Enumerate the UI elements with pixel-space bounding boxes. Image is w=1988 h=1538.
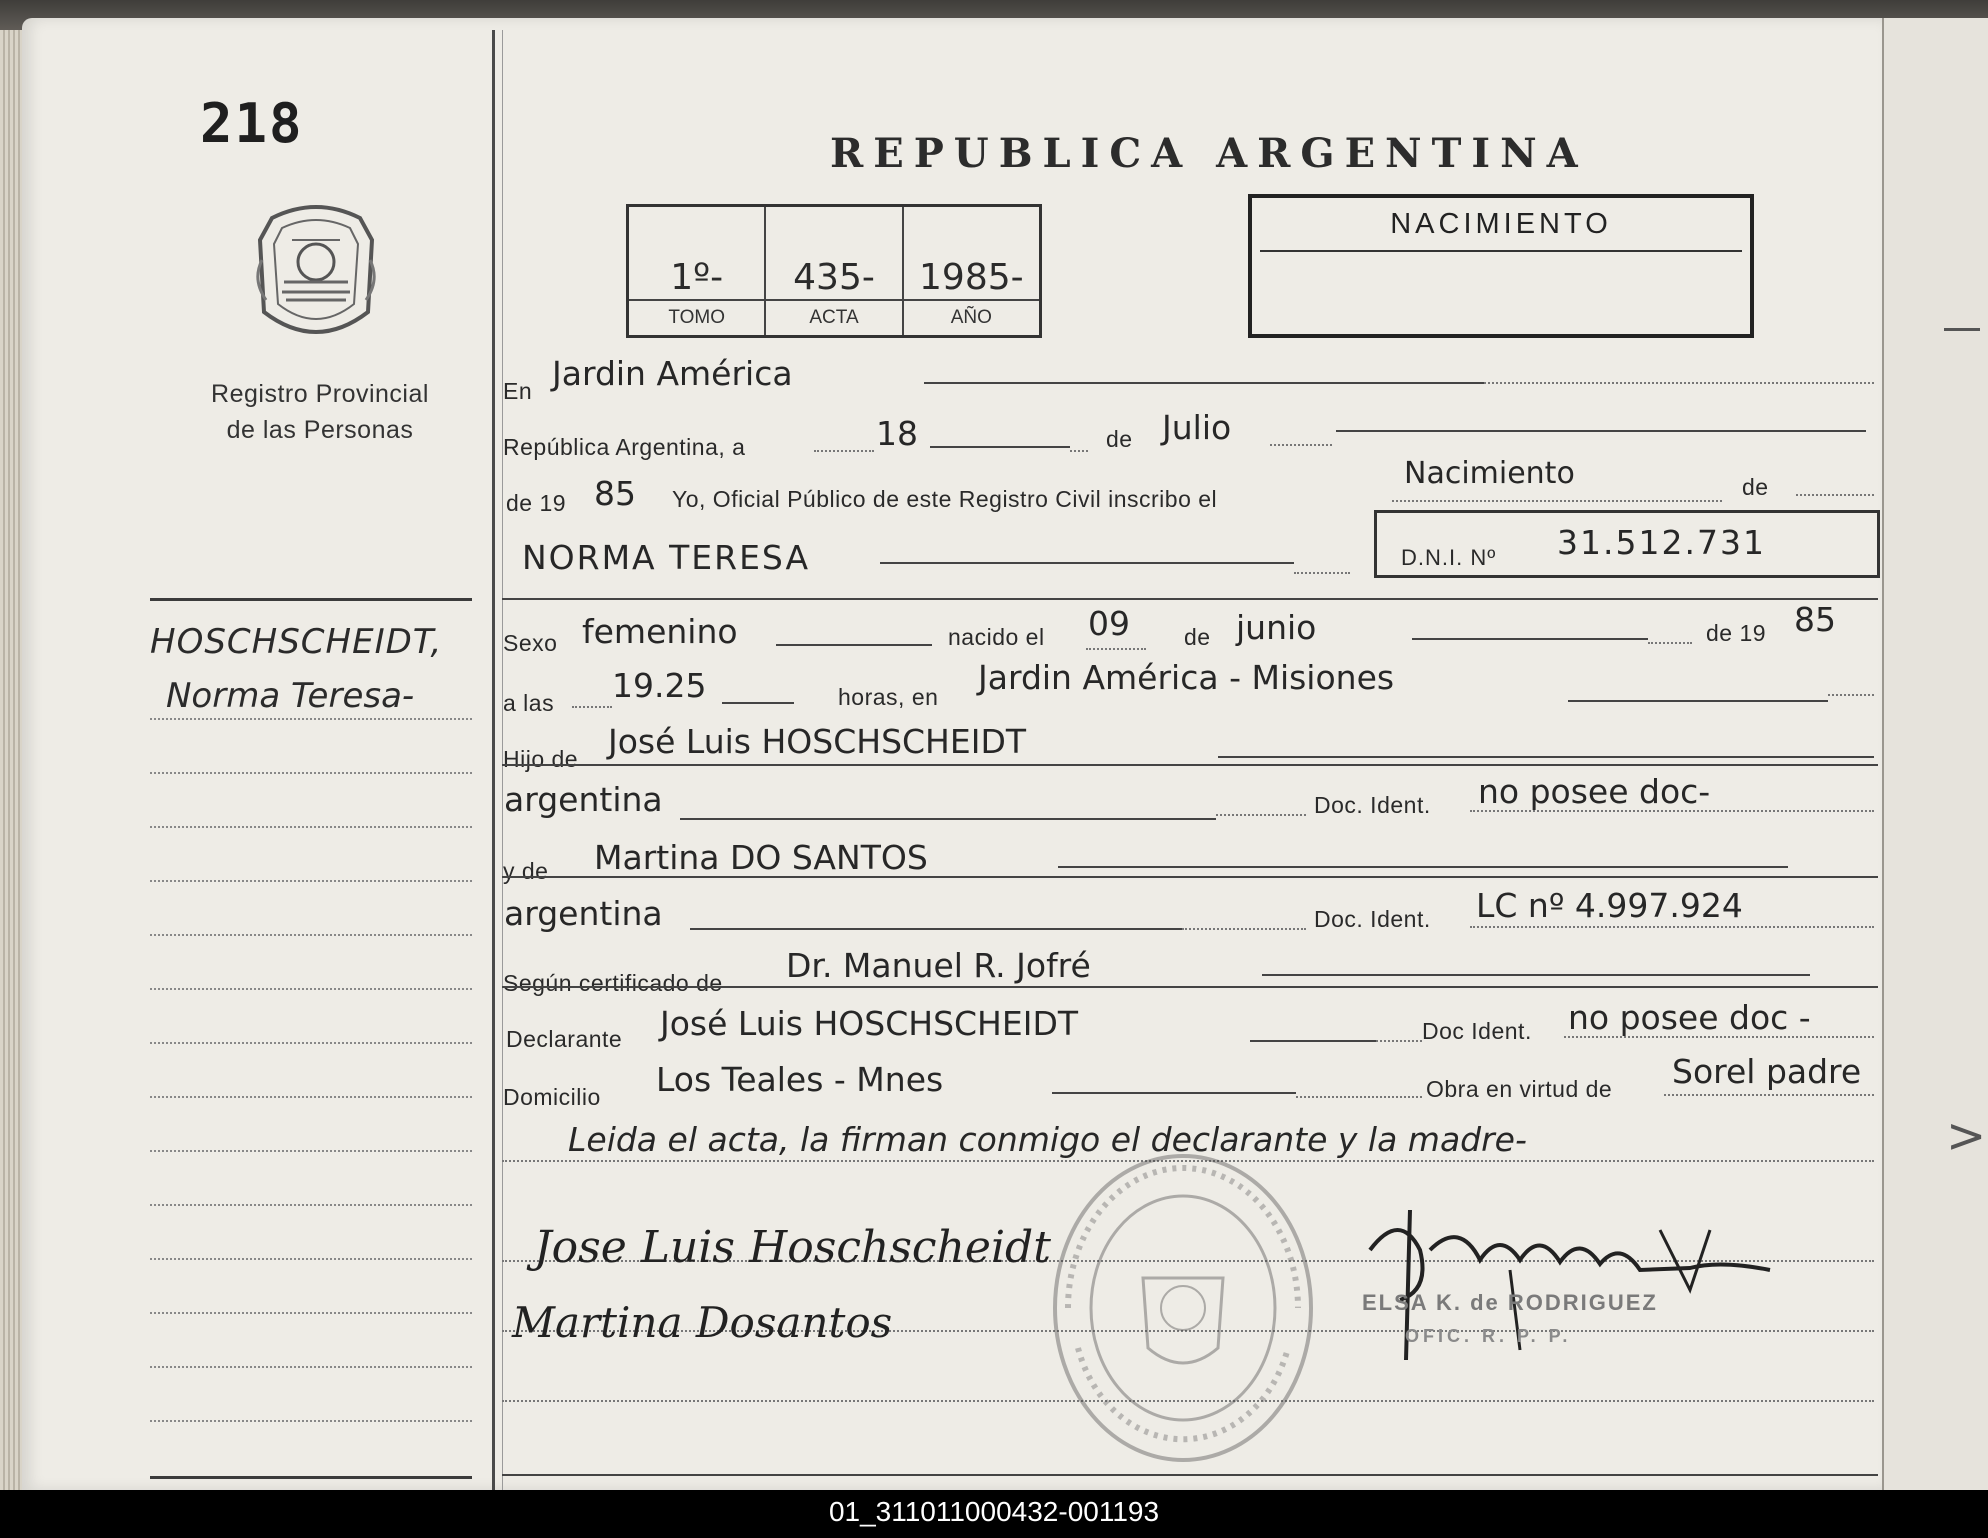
certificate-line <box>1262 974 1810 976</box>
birth-month-dots <box>1648 642 1692 644</box>
declarant-doc-label: Doc Ident. <box>1422 1018 1532 1044</box>
name-line <box>880 562 1294 564</box>
birth-place-line <box>1568 700 1828 702</box>
nacido-label: nacido el <box>948 624 1045 650</box>
a-las-label: a las <box>503 690 555 716</box>
hour-value: 19.25 <box>612 666 707 705</box>
registrant-name: NORMA TERESA <box>522 538 811 577</box>
ano-value: 1985- <box>919 257 1024 298</box>
provincial-seal-icon <box>252 200 380 350</box>
acta-value: 435- <box>793 257 875 298</box>
domicile-dots <box>1296 1096 1422 1098</box>
registry-line-1: Registro Provincial <box>211 380 429 408</box>
father-doc-label: Doc. Ident. <box>1314 792 1431 818</box>
birth-month-line <box>1412 638 1648 640</box>
day-value: 18 <box>876 414 918 453</box>
oficial-statement: Yo, Oficial Público de este Registro Civil inscribo el <box>672 486 1218 512</box>
closing-statement: Leida el acta, la firman conmigo el declarante y la madre- <box>568 1120 1527 1159</box>
birth-place-value: Jardin América - Misiones <box>978 658 1395 697</box>
margin-line <box>150 1150 472 1152</box>
tomo-label: TOMO <box>629 299 764 329</box>
margin-line <box>150 934 472 936</box>
father-doc-value: no posee doc- <box>1478 772 1711 811</box>
tomo-cell <box>629 207 766 335</box>
year-suffix-value: 85 <box>594 474 636 513</box>
place-value: Jardin América <box>552 354 793 393</box>
de-label-3: de <box>1184 624 1211 650</box>
margin-line <box>150 880 472 882</box>
margin-line <box>150 826 472 828</box>
sexo-line <box>776 644 932 646</box>
declarant-value: José Luis HOSCHSCHEIDT <box>660 1004 1079 1043</box>
margin-line <box>150 1096 472 1098</box>
father-value: José Luis HOSCHSCHEIDT <box>608 722 1027 761</box>
declarant-line <box>1250 1040 1376 1042</box>
ano-cell <box>904 207 1039 335</box>
de-dots <box>1796 494 1874 496</box>
day-dots <box>814 450 874 452</box>
horas-label: horas, en <box>838 684 939 710</box>
tomo-value: 1º- <box>670 257 724 298</box>
section-rule <box>502 986 1878 988</box>
margin-line <box>150 1042 472 1044</box>
column-divider <box>492 30 495 1490</box>
mother-nationality-line <box>690 928 1182 930</box>
page-number: 218 <box>200 92 304 155</box>
page-mark-arrow: > <box>1946 1108 1987 1164</box>
margin-given-names: Norma Teresa- <box>166 676 415 716</box>
name-dots <box>1294 572 1350 574</box>
domicile-line <box>1052 1092 1296 1094</box>
section-rule <box>502 598 1878 600</box>
dni-label: D.N.I. Nº <box>1401 545 1497 570</box>
birth-year-prefix: de 19 <box>1706 620 1767 646</box>
declarante-label: Declarante <box>506 1026 623 1052</box>
margin-line <box>150 718 472 720</box>
country-heading: REPUBLICA ARGENTINA <box>830 130 1588 177</box>
official-name: ELSA K. de RODRIGUEZ <box>1362 1290 1658 1315</box>
mother-nationality-dots <box>1182 928 1306 930</box>
mother-value: Martina DO SANTOS <box>594 838 928 877</box>
margin-line <box>150 1366 472 1368</box>
margin-rule-top <box>150 598 472 601</box>
en-label: En <box>503 378 533 404</box>
page-mark <box>1944 328 1980 331</box>
declarant-dots <box>1376 1040 1422 1042</box>
segun-label: Según certificado de <box>503 970 723 996</box>
month-dots <box>1270 444 1332 446</box>
sexo-value: femenino <box>582 612 738 651</box>
event-value: Nacimiento <box>1404 456 1575 491</box>
margin-line <box>150 1312 472 1314</box>
acta-cell <box>766 207 903 335</box>
de-label: de <box>1106 426 1133 452</box>
section-rule-bottom <box>502 1474 1878 1476</box>
declarant-signature: Jose Luis Hoschscheidt <box>534 1222 1051 1273</box>
obra-dots <box>1664 1094 1874 1096</box>
place-line <box>924 382 1484 384</box>
obra-value: Sorel padre <box>1672 1052 1862 1091</box>
father-line <box>1218 756 1874 758</box>
de-label-2: de <box>1742 474 1769 500</box>
registry-line-2: de las Personas <box>226 416 414 444</box>
official-title: OFIC. R. P. P. <box>1405 1326 1572 1346</box>
father-nationality-line <box>680 818 1216 820</box>
declarant-doc-value: no posee doc - <box>1568 998 1811 1037</box>
birth-month-value: junio <box>1236 608 1317 647</box>
margin-line <box>150 772 472 774</box>
margin-line <box>150 1258 472 1260</box>
record-reference-box <box>626 204 1042 338</box>
mother-nationality: argentina <box>504 894 663 933</box>
birth-year-suffix: 85 <box>1794 600 1836 639</box>
father-nationality: argentina <box>504 780 663 819</box>
section-rule <box>502 764 1878 766</box>
hijo-label: Hijo de <box>503 746 579 772</box>
registry-name <box>150 376 490 448</box>
hour-dots <box>572 706 612 708</box>
event-dots <box>1392 500 1722 502</box>
obra-label: Obra en virtud de <box>1426 1076 1613 1102</box>
place-dots <box>1484 382 1874 384</box>
domicile-value: Los Teales - Mnes <box>656 1060 944 1099</box>
sexo-label: Sexo <box>503 630 558 656</box>
record-type: NACIMIENTO <box>1390 208 1612 240</box>
month-value: Julio <box>1162 408 1232 447</box>
birth-place-dots <box>1828 694 1874 696</box>
mother-doc-value: LC nº 4.997.924 <box>1476 886 1743 925</box>
birth-day-value: 09 <box>1088 604 1130 643</box>
father-doc-dots <box>1470 810 1874 812</box>
father-nationality-dots <box>1216 814 1306 816</box>
mother-signature: Martina Dosantos <box>512 1298 893 1347</box>
mother-doc-dots <box>1470 926 1874 928</box>
declarant-doc-dots <box>1564 1036 1874 1038</box>
margin-line <box>150 988 472 990</box>
dni-value: 31.512.731 <box>1557 523 1766 562</box>
day-line <box>930 446 1070 448</box>
margin-line <box>150 1420 472 1422</box>
y-de-label: y de <box>503 858 549 884</box>
day-dots-2 <box>1070 450 1088 452</box>
margin-line <box>150 1204 472 1206</box>
birth-day-dots <box>1086 648 1146 650</box>
dni-box <box>1374 510 1880 578</box>
margin-rule-bottom <box>150 1476 472 1479</box>
mother-line <box>1058 866 1788 868</box>
record-type-box <box>1248 194 1754 338</box>
adjacent-page <box>1882 18 1988 1490</box>
registry-stamp-icon <box>1048 1148 1318 1468</box>
year-prefix-label: de 19 <box>506 490 567 516</box>
section-rule <box>502 876 1878 878</box>
ano-label: AÑO <box>904 299 1039 329</box>
domicilio-label: Domicilio <box>503 1084 601 1110</box>
record-type-rule <box>1260 250 1742 252</box>
margin-surname: HOSCHSCHEIDT, <box>150 622 443 662</box>
month-line <box>1336 430 1866 432</box>
certificate-by-value: Dr. Manuel R. Jofré <box>786 946 1091 985</box>
mother-doc-label: Doc. Ident. <box>1314 906 1431 932</box>
republica-label: República Argentina, a <box>503 434 746 460</box>
file-identifier: 01_311011000432-001193 <box>828 1496 1160 1527</box>
acta-label: ACTA <box>766 299 901 329</box>
hour-line <box>722 702 794 704</box>
